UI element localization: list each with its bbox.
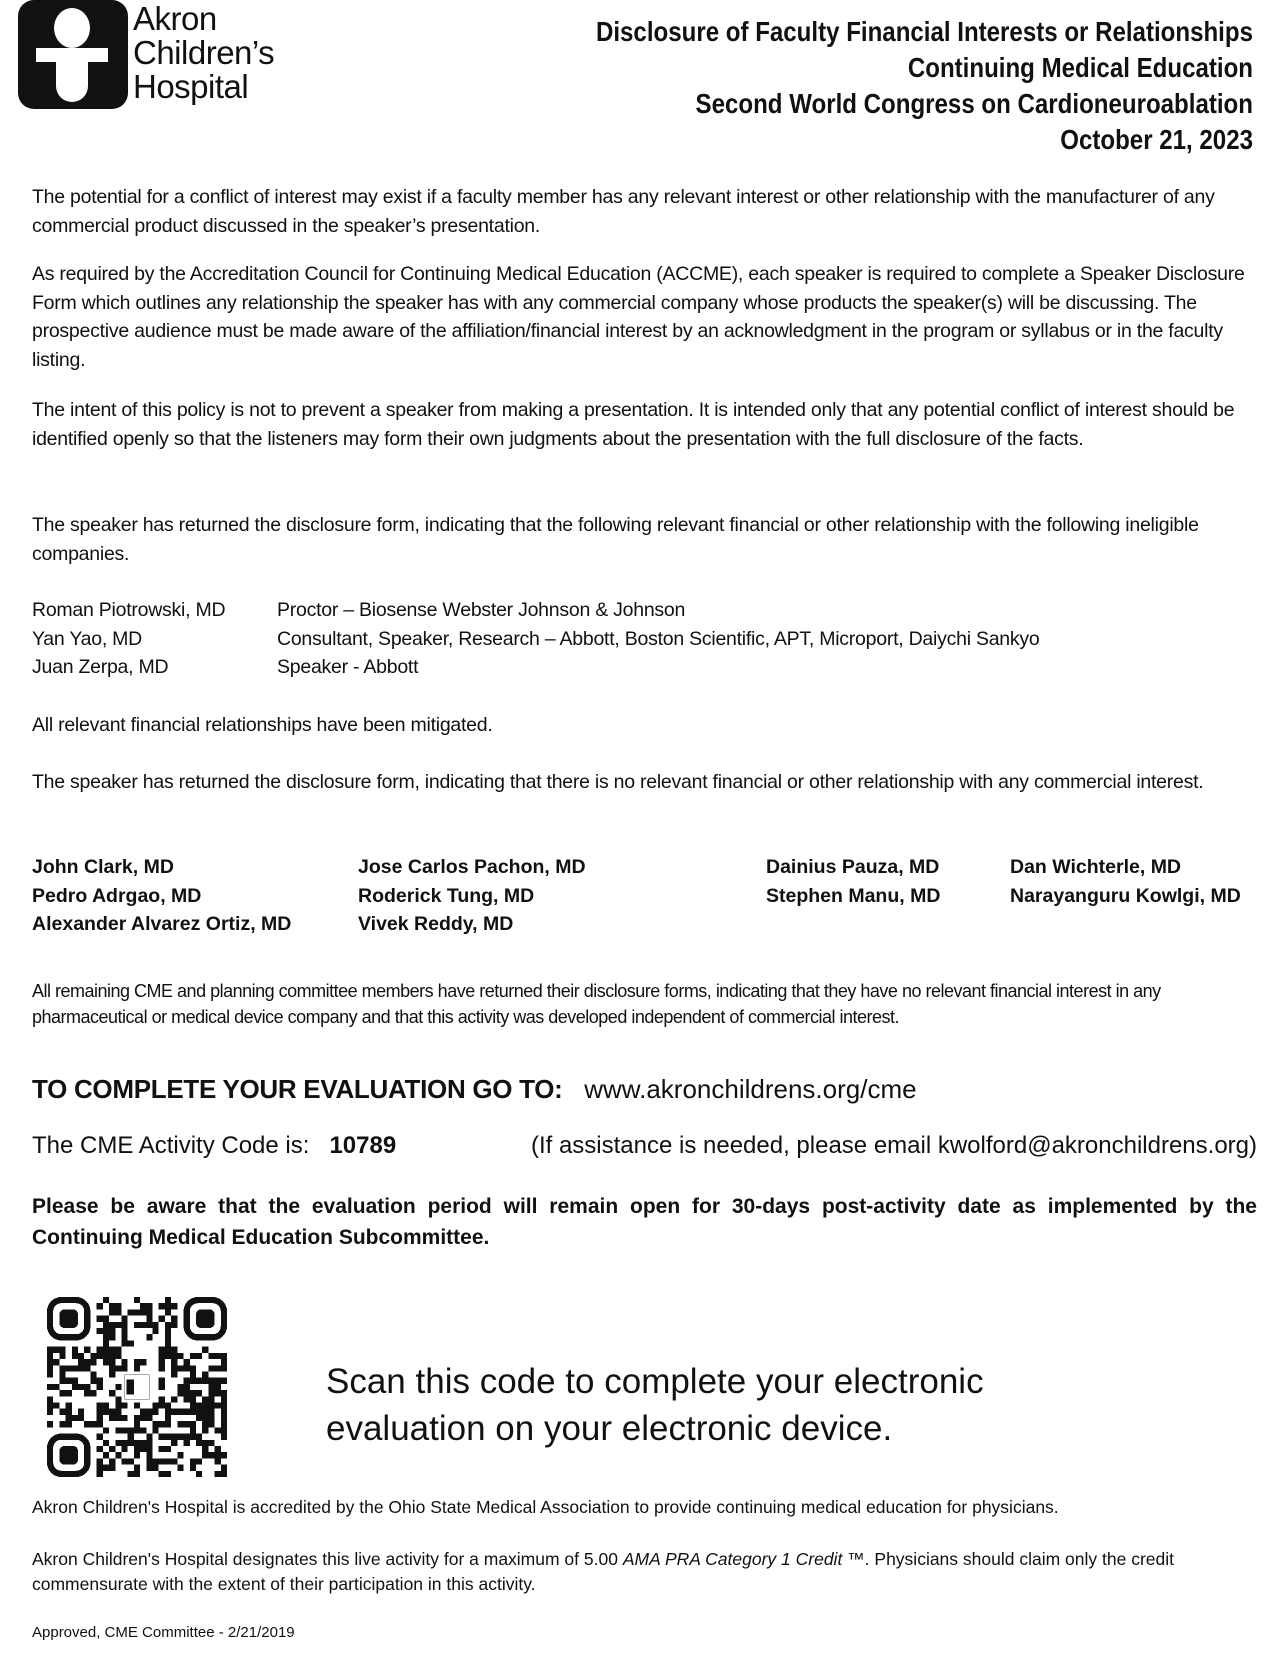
faculty-name: Jose Carlos Pachon, MD [358, 856, 586, 878]
disclosure-row [32, 625, 1257, 654]
disclosure-list [32, 596, 1257, 682]
names-column [1010, 853, 1241, 910]
speaker-relationship: Proctor – Biosense Webster Johnson & Johnson [277, 599, 686, 621]
faculty-name: Roderick Tung, MD [358, 884, 535, 907]
speaker-name: Yan Yao, MD [32, 627, 142, 650]
assistance-note: (If assistance is needed, please email kwolford@akronchildrens.org) [530, 1132, 1257, 1159]
credit-designation [32, 1547, 1257, 1597]
paragraph-no-relationship: The speaker has returned the disclosure form, indicating that there is no relevant financial or other relationship with any commercial interest. [32, 771, 1204, 793]
names-column [766, 853, 940, 910]
event-name: Second World Congress on Cardioneuroablation [695, 88, 1253, 119]
evaluation-period-warning: Please be aware that the evaluation period will remain open for 30-days post-activity date as implemented by the Continuing Medical Education Subcommittee. [32, 1195, 1257, 1249]
qr-instruction-line: evaluation on your electronic device. [326, 1409, 893, 1448]
qr-finder-center [196, 1309, 215, 1328]
approval-note: Approved, CME Committee - 2/21/2019 [32, 1624, 295, 1641]
evaluation-line [32, 1074, 917, 1105]
qr-code-icon[interactable] [47, 1297, 227, 1477]
mitigated-statement: All relevant financial relationships have been mitigated. [32, 714, 493, 736]
logo-line: Akron [133, 0, 217, 37]
faculty-name: Stephen Manu, MD [766, 884, 941, 907]
faculty-name: Alexander Alvarez Ortiz, MD [32, 913, 292, 935]
credit-text: Akron Children's Hospital designates this live activity for a maximum of 5.00 [32, 1549, 623, 1569]
faculty-name: Pedro Adrgao, MD [32, 884, 202, 907]
evaluation-url-link[interactable]: www.akronchildrens.org/cme [584, 1074, 917, 1104]
faculty-name: John Clark, MD [32, 856, 174, 878]
faculty-name: Dan Wichterle, MD [1010, 856, 1182, 878]
activity-code-value: 10789 [329, 1132, 397, 1159]
evaluation-label: TO COMPLETE YOUR EVALUATION GO TO: [32, 1074, 563, 1104]
paragraph-relevant: The speaker has returned the disclosure form, indicating that the following relevant financial or other relationship with the following ineligible companies. [32, 514, 1199, 565]
qr-finder-center [59, 1309, 78, 1328]
faculty-name: Vivek Reddy, MD [358, 913, 514, 935]
event-date: October 21, 2023 [1060, 124, 1253, 155]
disclosure-row [32, 596, 1257, 625]
paragraph-intent: The intent of this policy is not to prevent a speaker from making a presentation. It is intended only that any potential conflict of interest should be identified openly so that the listeners may form their own judgments about the presentation with the full disclosure of the facts. [32, 399, 1235, 450]
faculty-name: Narayanguru Kowlgi, MD [1010, 884, 1241, 907]
activity-code-label: The CME Activity Code is: [32, 1132, 310, 1159]
activity-code-line [32, 1132, 1257, 1160]
speaker-name: Roman Piotrowski, MD [32, 599, 226, 621]
qr-instructions [326, 1358, 984, 1452]
qr-instruction-line: Scan this code to complete your electronic [326, 1362, 984, 1401]
qr-finder-center [59, 1446, 78, 1465]
paragraph-accme: As required by the Accreditation Council for Continuing Medical Education (ACCME), each speaker is required to complete a Speaker Disclosure Form which outlines any relationship the speaker has with any commercial company whose products the speaker(s) will be discussing. The prospective audience must be made aware of the affiliation/financial interest by an acknowledgment in the program or syllabus or in the faculty listing. [32, 263, 1245, 371]
qr-center-logo-mark [126, 1380, 133, 1395]
disclosure-row [32, 653, 1257, 682]
names-column [32, 853, 291, 939]
speaker-name: Juan Zerpa, MD [32, 656, 169, 678]
logo-line: Children’s [133, 34, 275, 71]
logo-line: Hospital [133, 68, 249, 105]
names-column [358, 853, 586, 939]
paragraph-conflict: The potential for a conflict of interest may exist if a faculty member has any relevant interest or other relationship with the manufacturer of any commercial product discussed in the speaker’s presentation. [32, 186, 1215, 237]
paragraph-remaining-committee: All remaining CME and planning committee members have returned their disclosure forms, indicating that they have no relevant financial interest in any pharmaceutical or medical device company and that this activity was developed independent of commercial interest. [32, 981, 1161, 1027]
document-header [596, 14, 1253, 158]
speaker-relationship: Consultant, Speaker, Research – Abbott, Boston Scientific, APT, Microport, Daiychi Sankyo [277, 627, 1040, 650]
faculty-name: Dainius Pauza, MD [766, 856, 940, 878]
credit-type: AMA PRA Category 1 Credit [622, 1549, 843, 1569]
credit-text: ™. Physicians should claim only the credit commensurate with the extent of their participation in this activity. [32, 1549, 1174, 1594]
hospital-logo-icon [18, 0, 128, 109]
document-subtitle: Continuing Medical Education [907, 52, 1253, 83]
document-title: Disclosure of Faculty Financial Interests or Relationships [595, 16, 1253, 47]
speaker-relationship: Speaker - Abbott [277, 656, 419, 678]
accreditation-statement: Akron Children's Hospital is accredited by the Ohio State Medical Association to provide continuing medical education for physicians. [32, 1497, 1059, 1517]
hospital-logo-text [133, 2, 274, 104]
